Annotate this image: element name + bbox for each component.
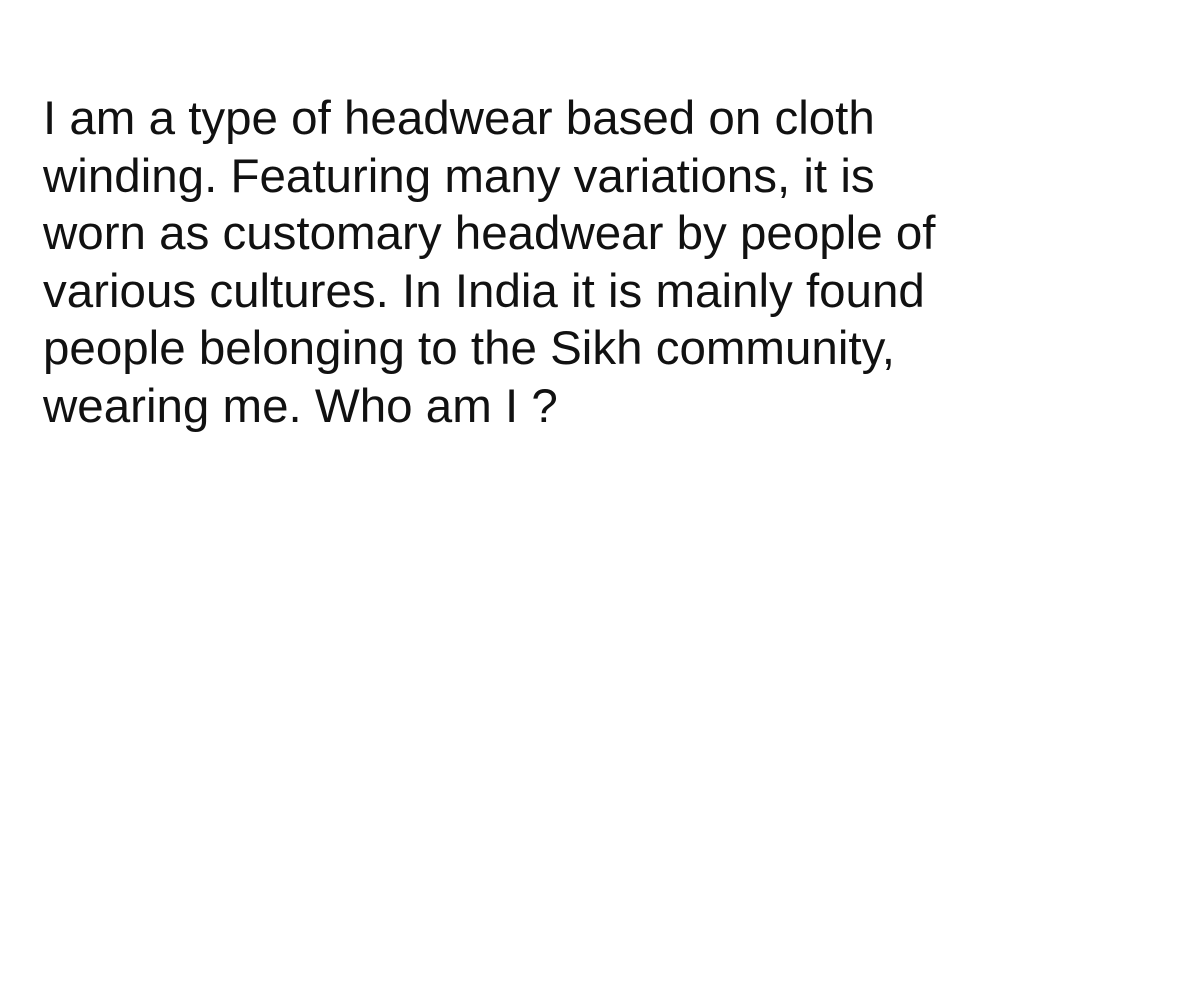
riddle-line-1: I am a type of headwear based on cloth — [43, 92, 875, 145]
riddle-line-4: various cultures. In India it is mainly found — [43, 264, 925, 318]
riddle-line-5: people belonging to the Sikh community, — [43, 322, 896, 375]
riddle-line-2: winding. Featuring many variations, it is — [43, 149, 875, 203]
riddle-line-3: worn as customary headwear by people of — [43, 207, 936, 260]
riddle-line-6: wearing me. Who am I ? — [43, 379, 558, 433]
riddle-text — [43, 90, 1143, 435]
